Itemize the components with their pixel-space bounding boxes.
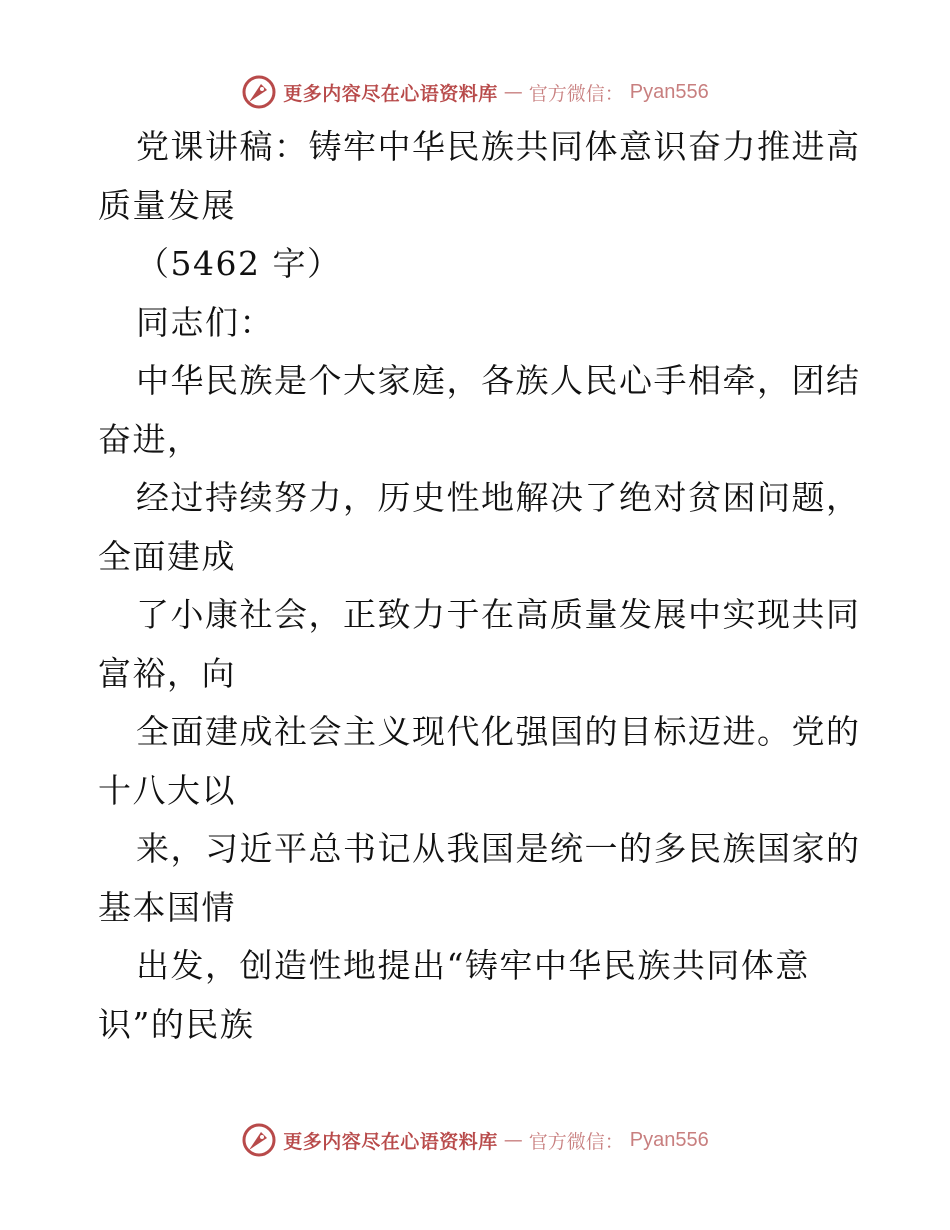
text-line: 十八大以 — [98, 770, 236, 810]
text-line: 基本国情 — [98, 887, 236, 927]
text-line: 全面建成社会主义现代化强国的目标迈进。党的 — [136, 712, 861, 751]
text-line: 富裕，向 — [98, 653, 236, 693]
word-count: （5462 字） — [136, 244, 342, 283]
salutation: 同志们： — [136, 302, 274, 342]
document-body — [98, 118, 861, 1054]
text-line: 经过持续努力，历史性地解决了绝对贫困问题， — [136, 478, 861, 517]
text-line: 了小康社会，正致力于在高质量发展中实现共同 — [136, 595, 861, 634]
text-line: 出发，创造性地提出“铸牢中华民族共同体意 — [136, 946, 810, 985]
footer-banner — [0, 1120, 950, 1160]
banner-separator: — — [503, 81, 523, 103]
title-line-2: 质量发展 — [98, 185, 236, 225]
banner-site-text: 更多内容尽在心语资料库 — [283, 82, 498, 105]
pen-nib-logo-icon — [241, 74, 277, 110]
banner-wechat-label: 官方微信： — [528, 82, 624, 105]
banner-separator: — — [503, 1129, 523, 1151]
banner-site-text: 更多内容尽在心语资料库 — [283, 1130, 498, 1153]
title-line-1: 党课讲稿：铸牢中华民族共同体意识奋力推进高 — [136, 127, 861, 166]
text-line: 来，习近平总书记从我国是统一的多民族国家的 — [136, 829, 861, 868]
text-line: 中华民族是个大家庭，各族人民心手相牵，团结 — [136, 361, 861, 400]
pen-nib-logo-icon — [241, 1122, 277, 1158]
text-line: 全面建成 — [98, 536, 236, 576]
banner-wechat-id: Pyan556 — [629, 80, 709, 103]
text-line: 奋进， — [98, 419, 202, 459]
text-line: 识”的民族 — [98, 1004, 255, 1044]
banner-wechat-label: 官方微信： — [528, 1130, 624, 1153]
header-banner — [0, 72, 950, 112]
banner-wechat-id: Pyan556 — [629, 1128, 709, 1151]
